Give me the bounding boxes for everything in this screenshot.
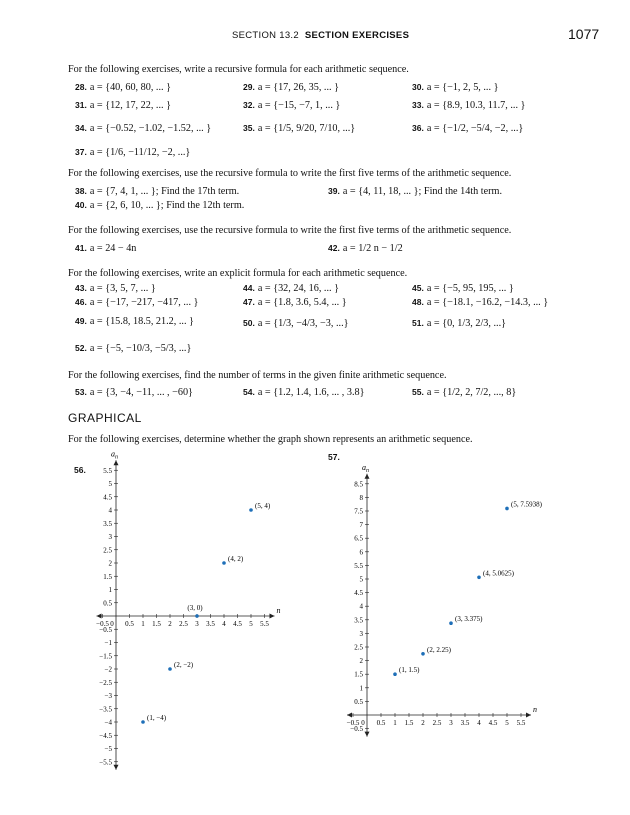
y-axis-label-sub: n [366, 467, 369, 474]
y-tick-label: 7 [359, 521, 363, 530]
data-point [449, 621, 453, 625]
y-tick-label: 6 [359, 548, 363, 557]
y-tick-label: −5.5 [99, 758, 112, 767]
exercise-52: 52. a = {−5, −10/3, −5/3, ...} [75, 343, 192, 354]
y-axis-label-sub: n [115, 454, 118, 461]
instruction-3: For the following exercises, use the recursive formula to write the first five terms of the arithmetic sequence. [68, 225, 512, 236]
graph-57 [340, 455, 545, 745]
y-tick-label: 1 [108, 586, 112, 594]
x-axis-label: n [276, 606, 281, 615]
x-tick-label: 5 [249, 620, 253, 628]
y-tick-label: −5 [104, 745, 112, 753]
instruction-4: For the following exercises, write an explicit formula for each arithmetic sequence. [68, 268, 408, 279]
page-number: 1077 [568, 26, 600, 42]
exercise-55: 55. a = {1/2, 2, 7/2, ..., 8} [412, 387, 517, 398]
y-tick-label: −1.5 [99, 652, 112, 661]
instruction-6: For the following exercises, determine whether the graph shown represents an arithmetic sequence. [68, 434, 473, 445]
data-label: (2, 2.25) [427, 645, 451, 654]
exercise-53: 53. a = {3, −4, −11, ... , −60} [75, 387, 193, 398]
data-point [393, 672, 397, 676]
graphical-heading: GRAPHICAL [68, 411, 142, 425]
y-tick-label: 2 [108, 559, 112, 568]
y-axis-label: $a_n$ [111, 450, 118, 461]
x-tick-label: 4 [222, 620, 226, 628]
exercise-49: 49. a = {15.8, 18.5, 21.2, ... } [75, 316, 194, 327]
exercise-43: 43. a = {3, 5, 7, ... } [75, 283, 156, 294]
y-tick-label: 1.5 [354, 670, 363, 679]
data-point [249, 508, 253, 512]
x-tick-label: −0.5 [346, 719, 360, 727]
x-tick-label: 0 [110, 620, 114, 628]
data-label: (3, 3.375) [455, 615, 483, 624]
data-label: (1, −4) [147, 714, 167, 722]
y-tick-label: 2.5 [103, 546, 112, 555]
y-tick-label: 0.5 [103, 599, 112, 608]
y-tick-label: 3 [359, 629, 363, 638]
y-tick-label: 3.5 [103, 519, 112, 528]
y-axis-label: $a_n$ [362, 462, 369, 474]
exercise-28: 28. a = {40, 60, 80, ... } [75, 82, 171, 93]
data-point [505, 507, 509, 511]
exercise-44: 44. a = {32, 24, 16, ... } [243, 283, 339, 294]
y-tick-label: 5 [108, 480, 112, 488]
y-tick-label: 1 [359, 684, 363, 693]
exercise-45: 45. a = {−5, 95, 195, ... } [412, 283, 514, 294]
y-tick-label: 5.5 [354, 561, 363, 570]
x-tick-label: 3 [195, 620, 199, 628]
x-tick-label: 1.5 [404, 719, 414, 727]
data-label: (5, 7.5938) [511, 500, 542, 509]
exercise-34: 34. a = {−0.52, −1.02, −1.52, ... } [75, 123, 212, 134]
graph-56 [88, 450, 283, 780]
y-tick-label: 8.5 [354, 480, 363, 489]
exercise-32: 32. a = {−15, −7, 1, ... } [243, 100, 341, 111]
y-axis-arrow [365, 474, 370, 479]
data-label: (4, 2) [228, 555, 244, 563]
instruction-1: For the following exercises, write a recursive formula for each arithmetic sequence. [68, 64, 409, 75]
y-tick-label: 5.5 [103, 466, 112, 475]
x-tick-label: 4.5 [233, 620, 242, 628]
x-axis-label: n [533, 705, 537, 714]
y-tick-label: −0.5 [99, 625, 112, 634]
instruction-2: For the following exercises, use the recursive formula to write the first five terms of the arithmetic sequence. [68, 168, 512, 179]
section-number: SECTION 13.2 [232, 30, 299, 41]
graph-56-label: 56. [74, 465, 86, 475]
x-tick-label: 3.5 [206, 620, 215, 628]
x-tick-label: −0.5 [96, 620, 109, 628]
x-tick-label: 2 [168, 620, 172, 628]
x-tick-label: 1 [141, 620, 145, 628]
x-tick-label: 3.5 [460, 719, 470, 727]
y-tick-label: −3.5 [99, 705, 112, 714]
exercise-50: 50. a = {1/3, −4/3, −3, ...} [243, 318, 349, 329]
x-tick-label: 2.5 [432, 719, 442, 727]
instruction-5: For the following exercises, find the number of terms in the given finite arithmetic sequence. [68, 370, 447, 381]
exercise-31: 31. a = {12, 17, 22, ... } [75, 100, 171, 111]
y-tick-label: −4 [104, 718, 112, 727]
y-tick-label: −0.5 [350, 725, 363, 734]
y-axis-arrow-down [114, 765, 119, 770]
exercise-40: 40. a = {2, 6, 10, ... }; Find the 12th term. [75, 200, 245, 211]
data-point [141, 720, 145, 724]
x-tick-label: 5.5 [516, 719, 526, 727]
exercise-30: 30. a = {−1, 2, 5, ... } [412, 82, 499, 93]
y-tick-label: −2.5 [99, 678, 112, 687]
y-tick-label: 4.5 [354, 589, 363, 598]
x-axis-arrow-left [347, 713, 352, 718]
exercise-35: 35. a = {1/5, 9/20, 7/10, ...} [243, 123, 356, 134]
data-point [421, 652, 425, 656]
graph-57-label: 57. [328, 452, 340, 462]
data-point [195, 614, 199, 618]
x-tick-label: 4.5 [488, 719, 498, 727]
x-tick-label: 0.5 [125, 620, 134, 628]
y-tick-label: −2 [104, 665, 112, 674]
exercise-37: 37. a = {1/6, −11/12, −2, ...} [75, 147, 191, 158]
x-tick-label: 4 [477, 719, 481, 727]
data-label: (4, 5.0625) [483, 569, 514, 578]
data-label: (5, 4) [255, 502, 271, 510]
y-tick-label: 7.5 [354, 507, 363, 516]
y-axis-arrow [114, 460, 119, 465]
data-point [222, 561, 226, 565]
x-tick-label: 5 [505, 719, 509, 727]
data-point [477, 576, 481, 580]
data-label: (3, 0) [187, 604, 203, 612]
exercise-29: 29. a = {17, 26, 35, ... } [243, 82, 339, 93]
x-axis-arrow [526, 713, 531, 718]
data-label: (2, −2) [174, 661, 194, 669]
x-axis-arrow [270, 614, 275, 619]
exercise-39: 39. a = {4, 11, 18, ... }; Find the 14th term. [328, 186, 503, 197]
section-title: SECTION EXERCISES [304, 30, 410, 41]
y-tick-label: 4.5 [103, 493, 112, 502]
x-tick-label: 0 [361, 719, 365, 727]
y-tick-label: 3 [108, 533, 112, 541]
exercise-42: 42. a = 1/2 n − 1/2 [328, 243, 403, 254]
exercise-38: 38. a = {7, 4, 1, ... }; Find the 17th term. [75, 186, 240, 197]
y-tick-label: 8 [359, 493, 363, 502]
y-tick-label: −1 [104, 639, 112, 647]
y-tick-label: 6.5 [354, 534, 363, 543]
x-tick-label: 3 [449, 719, 453, 727]
y-tick-label: 2.5 [354, 643, 363, 652]
y-tick-label: 0.5 [354, 697, 363, 706]
y-tick-label: 2 [359, 657, 363, 666]
exercise-51: 51. a = {0, 1/3, 2/3, ...} [412, 318, 507, 329]
x-tick-label: 0.5 [376, 719, 386, 727]
section-header [232, 30, 409, 41]
exercise-33: 33. a = {8.9, 10.3, 11.7, ... } [412, 100, 526, 111]
x-tick-label: 1.5 [152, 620, 161, 628]
exercise-36: 36. a = {−1/2, −5/4, −2, ...} [412, 123, 524, 134]
exercise-54: 54. a = {1.2, 1.4, 1.6, ... , 3.8} [243, 387, 365, 398]
exercise-46: 46. a = {−17, −217, −417, ... } [75, 297, 199, 308]
x-tick-label: 2 [421, 719, 425, 727]
y-tick-label: 4 [108, 506, 112, 515]
y-tick-label: 1.5 [103, 572, 112, 581]
exercise-47: 47. a = {1.8, 3.6, 5.4, ... } [243, 297, 347, 308]
x-axis-arrow-left [97, 614, 102, 619]
y-tick-label: 3.5 [354, 616, 363, 625]
x-tick-label: 5.5 [260, 620, 269, 628]
y-axis-arrow-down [365, 732, 370, 737]
data-label: (1, 1.5) [399, 666, 420, 675]
data-point [168, 667, 172, 671]
exercise-41: 41. a = 24 − 4n [75, 243, 137, 254]
y-tick-label: 5 [359, 575, 363, 584]
y-tick-label: 4 [359, 602, 363, 611]
y-tick-label: −3 [104, 692, 112, 700]
y-tick-label: −4.5 [99, 731, 112, 740]
exercise-48: 48. a = {−18.1, −16.2, −14.3, ... } [412, 297, 549, 308]
x-tick-label: 2.5 [179, 620, 188, 628]
x-tick-label: 1 [393, 719, 397, 727]
